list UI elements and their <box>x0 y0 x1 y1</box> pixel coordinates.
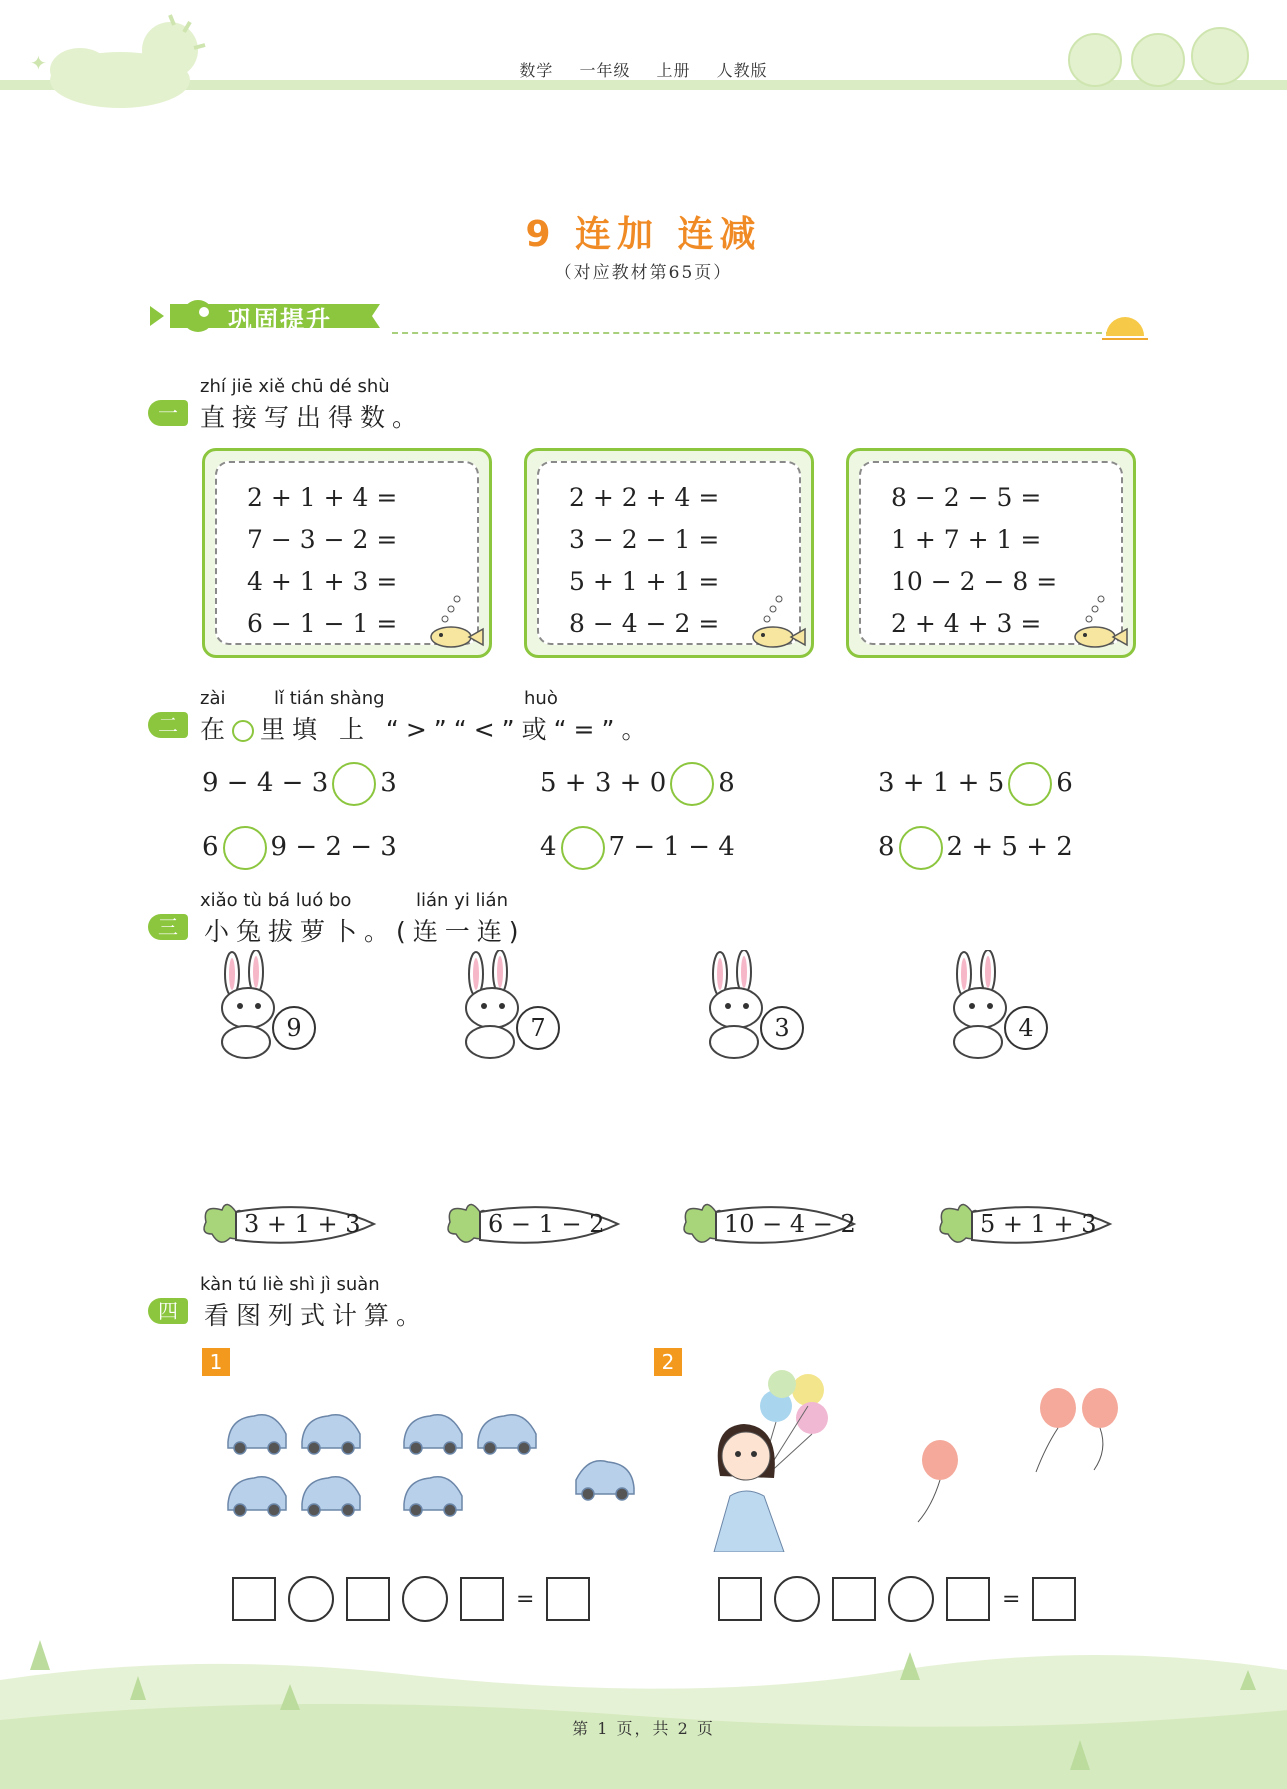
compare-item-3 <box>878 762 1073 806</box>
compare-left: 6 <box>202 832 219 862</box>
compare-right: 2 + 5 + 2 <box>946 832 1073 862</box>
equation: 7 − 3 − 2 = <box>247 525 398 554</box>
carrot-2[interactable] <box>444 1198 624 1252</box>
equation: 1 + 7 + 1 = <box>891 525 1042 554</box>
question-2-badge: 2 <box>654 1348 682 1376</box>
carrot-1[interactable] <box>200 1198 380 1252</box>
equation: 5 + 1 + 1 = <box>569 567 720 596</box>
compare-left: 8 <box>878 832 895 862</box>
compare-left: 9 − 4 − 3 <box>202 768 329 798</box>
compare-circle[interactable] <box>1008 762 1052 806</box>
compare-left: 3 + 1 + 5 <box>878 768 1005 798</box>
section4-badge: 四 <box>148 1298 188 1324</box>
fish-icon <box>1069 591 1129 651</box>
section4-pinyin: kàn tú liè shì jì suàn <box>200 1274 380 1295</box>
section1-badge: 一 <box>148 400 188 426</box>
header-subject: 数学 <box>519 61 554 80</box>
section3-title: 小兔拔萝卜。(连一连) <box>204 917 526 946</box>
compare-right: 3 <box>380 768 397 798</box>
page-footer: 第 1 页，共 2 页 <box>572 1719 715 1738</box>
rabbit-number[interactable]: 4 <box>1004 1006 1048 1050</box>
operator-circle[interactable] <box>402 1576 448 1622</box>
compare-item-2 <box>540 762 735 806</box>
equation: 2 + 4 + 3 = <box>891 609 1042 638</box>
answer-row-1 <box>232 1576 602 1622</box>
page-subtitle: （对应教材第65页） <box>554 263 733 283</box>
sunrise-icon <box>1100 306 1150 346</box>
section1-title: 直接写出得数。 <box>200 403 425 432</box>
answer-box[interactable] <box>946 1577 990 1621</box>
compare-left: 5 + 3 + 0 <box>540 768 667 798</box>
operator-circle[interactable] <box>774 1576 820 1622</box>
equals-sign: = <box>1002 1586 1021 1612</box>
carrot-expression: 6 − 1 − 2 <box>488 1210 605 1238</box>
rabbit-1 <box>210 950 320 1060</box>
answer-box[interactable] <box>718 1577 762 1621</box>
header-edition: 人教版 <box>716 61 768 80</box>
answer-row-2 <box>718 1576 1088 1622</box>
car-icon <box>228 1477 286 1516</box>
compare-item-1 <box>202 762 397 806</box>
cars-illustration <box>224 1404 644 1534</box>
compare-item-4 <box>202 826 397 870</box>
section2-title-a: 在 <box>200 715 233 744</box>
answer-box[interactable] <box>460 1577 504 1621</box>
section1-pinyin: zhí jiē xiě chū dé shù <box>200 376 390 397</box>
banner-divider <box>392 332 1112 334</box>
operator-circle[interactable] <box>888 1576 934 1622</box>
car-icon <box>302 1477 360 1516</box>
question-1-badge: 1 <box>202 1348 230 1376</box>
equation: 8 − 2 − 5 = <box>891 483 1042 512</box>
car-icon <box>404 1477 462 1516</box>
equation: 10 − 2 − 8 = <box>891 567 1058 596</box>
compare-circle[interactable] <box>561 826 605 870</box>
car-icon <box>576 1461 634 1500</box>
section2-pinyin-a: zài <box>200 688 226 709</box>
carrot-expression: 10 − 4 − 2 <box>724 1210 856 1238</box>
carrot-expression: 5 + 1 + 3 <box>980 1210 1097 1238</box>
compare-circle[interactable] <box>332 762 376 806</box>
rabbit-number[interactable]: 3 <box>760 1006 804 1050</box>
compare-item-6 <box>878 826 1073 870</box>
car-icon <box>228 1415 286 1454</box>
compare-circle[interactable] <box>223 826 267 870</box>
operator-circle[interactable] <box>288 1576 334 1622</box>
rabbit-3 <box>698 950 808 1060</box>
equation: 3 − 2 − 1 = <box>569 525 720 554</box>
compare-circle[interactable] <box>899 826 943 870</box>
compare-item-5 <box>540 826 735 870</box>
svg-text:✦: ✦ <box>30 51 47 75</box>
compare-right: 8 <box>718 768 735 798</box>
car-icon <box>404 1415 462 1454</box>
compare-right: 9 − 2 − 3 <box>270 832 397 862</box>
girl-balloons-illustration <box>700 1366 1130 1552</box>
car-icon <box>478 1415 536 1454</box>
girl-icon <box>714 1424 784 1552</box>
answer-box[interactable] <box>832 1577 876 1621</box>
balloon-icon <box>1036 1388 1076 1472</box>
section3-pinyin-b: lián yi lián <box>416 890 508 911</box>
rabbit-number[interactable]: 9 <box>272 1006 316 1050</box>
equation-box-3 <box>846 448 1136 658</box>
equation: 2 + 2 + 4 = <box>569 483 720 512</box>
balloon-icon <box>918 1440 958 1522</box>
section2-pinyin-c: huò <box>524 688 558 709</box>
rabbit-4 <box>942 950 1052 1060</box>
compare-circle[interactable] <box>670 762 714 806</box>
header-meta <box>0 58 1287 81</box>
equation: 6 − 1 − 1 = <box>247 609 398 638</box>
small-circle-icon <box>232 720 254 742</box>
hills-decoration <box>0 1640 1287 1789</box>
section2-pinyin-b: lǐ tián shàng <box>274 688 385 709</box>
equation-box-2 <box>524 448 814 658</box>
banner-title: 巩固提升 <box>228 306 332 334</box>
compare-right: 7 − 1 − 4 <box>608 832 735 862</box>
page-title: 9 连加 连减 <box>525 214 762 255</box>
answer-box[interactable] <box>232 1577 276 1621</box>
carrot-4[interactable] <box>936 1198 1116 1252</box>
carrot-expression: 3 + 1 + 3 <box>244 1210 361 1238</box>
compare-right: 6 <box>1056 768 1073 798</box>
equation: 4 + 1 + 3 = <box>247 567 398 596</box>
section3-badge: 三 <box>148 914 188 940</box>
section2-title-b: 里填 上 “>”“<”或“=”。 <box>260 715 654 744</box>
header-grade: 一年级 <box>579 61 631 80</box>
balloon-icon <box>1082 1388 1118 1470</box>
equation: 2 + 1 + 4 = <box>247 483 398 512</box>
section3-pinyin-a: xiǎo tù bá luó bo <box>200 890 352 911</box>
equation: 8 − 4 − 2 = <box>569 609 720 638</box>
answer-box[interactable] <box>346 1577 390 1621</box>
section2-badge: 二 <box>148 712 188 738</box>
header-volume: 上册 <box>656 61 691 80</box>
carrot-3[interactable] <box>680 1198 860 1252</box>
section2-title <box>200 710 653 746</box>
rabbit-number[interactable]: 7 <box>516 1006 560 1050</box>
section4-title: 看图列式计算。 <box>204 1301 429 1330</box>
answer-box[interactable] <box>1032 1577 1076 1621</box>
equation-box-1 <box>202 448 492 658</box>
answer-box[interactable] <box>546 1577 590 1621</box>
compare-left: 4 <box>540 832 557 862</box>
car-icon <box>302 1415 360 1454</box>
balloon-icon <box>760 1370 828 1434</box>
equals-sign: = <box>516 1586 535 1612</box>
fish-icon <box>747 591 807 651</box>
fish-icon <box>425 591 485 651</box>
rabbit-2 <box>454 950 564 1060</box>
